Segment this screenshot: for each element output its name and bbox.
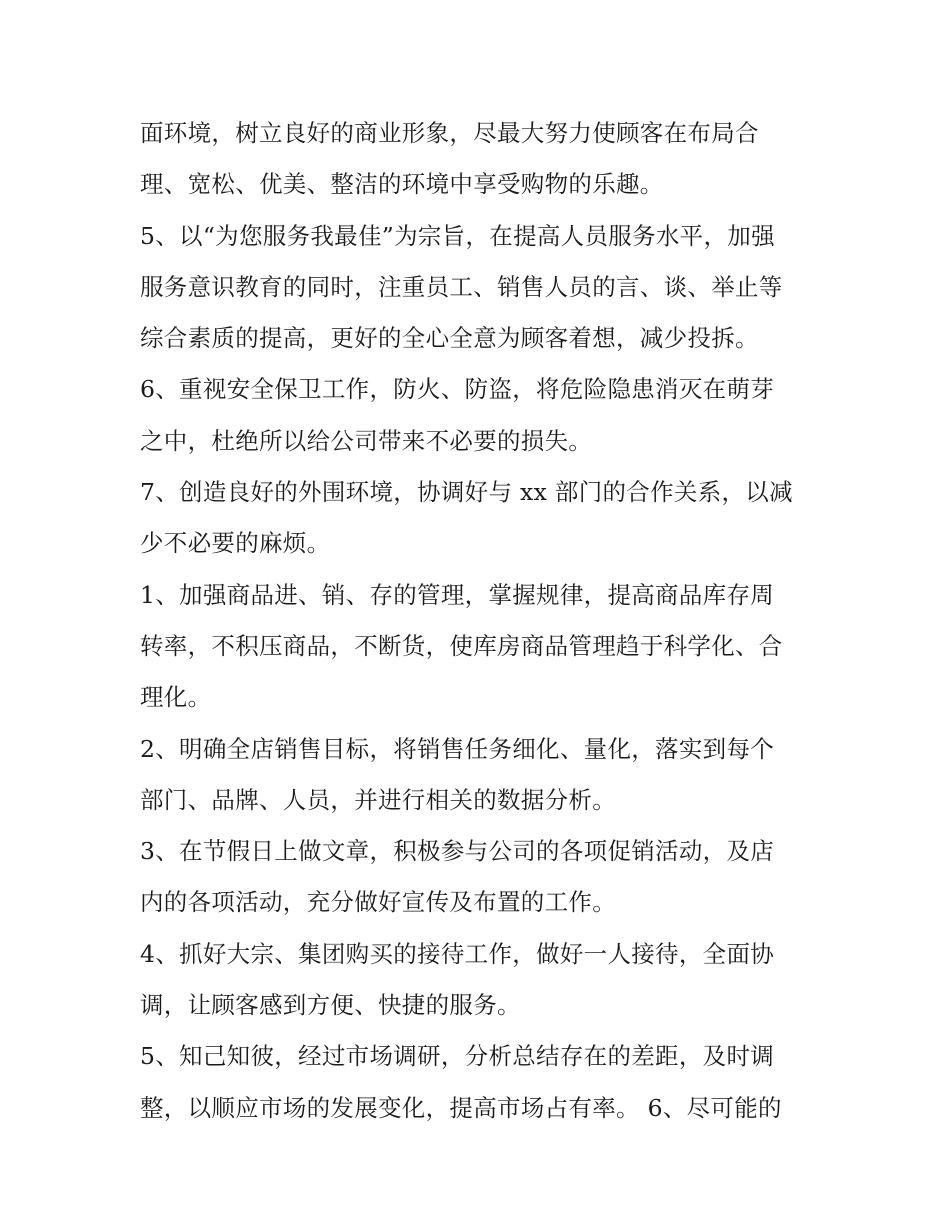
document-body	[140, 108, 820, 1134]
text-line: 5、以“为您服务我最佳”为宗旨，在提高人员服务水平，加强	[140, 221, 775, 250]
text-line: 服务意识教育的同时，注重员工、销售人员的言、谈、举止等	[140, 272, 783, 301]
text-line: 综合素质的提高，更好的全心全意为顾客着想，减少投拆。	[140, 324, 759, 353]
text-line: 面环境，树立良好的商业形象，尽最大努力使顾客在布局合	[140, 119, 759, 147]
text-line: 5、知己知彼，经过市场调研，分析总结存在的差距，及时调	[140, 1042, 775, 1071]
text-line: 整，以顺应市场的发展变化，提高市场占有率。 6、尽可能的	[140, 1093, 782, 1122]
text-line: 6、重视安全保卫工作，防火、防盗，将危险隐患消灭在萌芽	[140, 375, 775, 404]
text-line: 部门、品牌、人员，并进行相关的数据分析。	[140, 785, 616, 814]
text-line: 3、在节假日上做文章，积极参与公司的各项促销活动，及店	[140, 837, 775, 866]
text-line: 调，让顾客感到方便、快捷的服务。	[140, 991, 521, 1020]
text-line: 转率，不积压商品，不断货，使库房商品管理趋于科学化、合	[140, 631, 783, 660]
text-line: 之中，杜绝所以给公司带来不必要的损失。	[140, 426, 593, 455]
text-line: 理、宽松、优美、整洁的环境中享受购物的乐趣。	[140, 170, 664, 199]
text-line: 2、明确全店销售目标，将销售任务细化、量化，落实到每个	[140, 734, 775, 763]
text-line: 4、抓好大宗、集团购买的接待工作，做好一人接待，全面协	[140, 939, 775, 968]
text-line: 理化。	[140, 683, 212, 712]
text-line: 少不必要的麻烦。	[140, 529, 331, 558]
text-line: 7、创造良好的外围环境，协调好与 xx 部门的合作关系，以减	[140, 478, 793, 507]
text-line: 内的各项活动，充分做好宣传及布置的工作。	[140, 888, 616, 917]
text-line: 1、加强商品进、销、存的管理，掌握规律，提高商品库存周	[140, 580, 775, 609]
